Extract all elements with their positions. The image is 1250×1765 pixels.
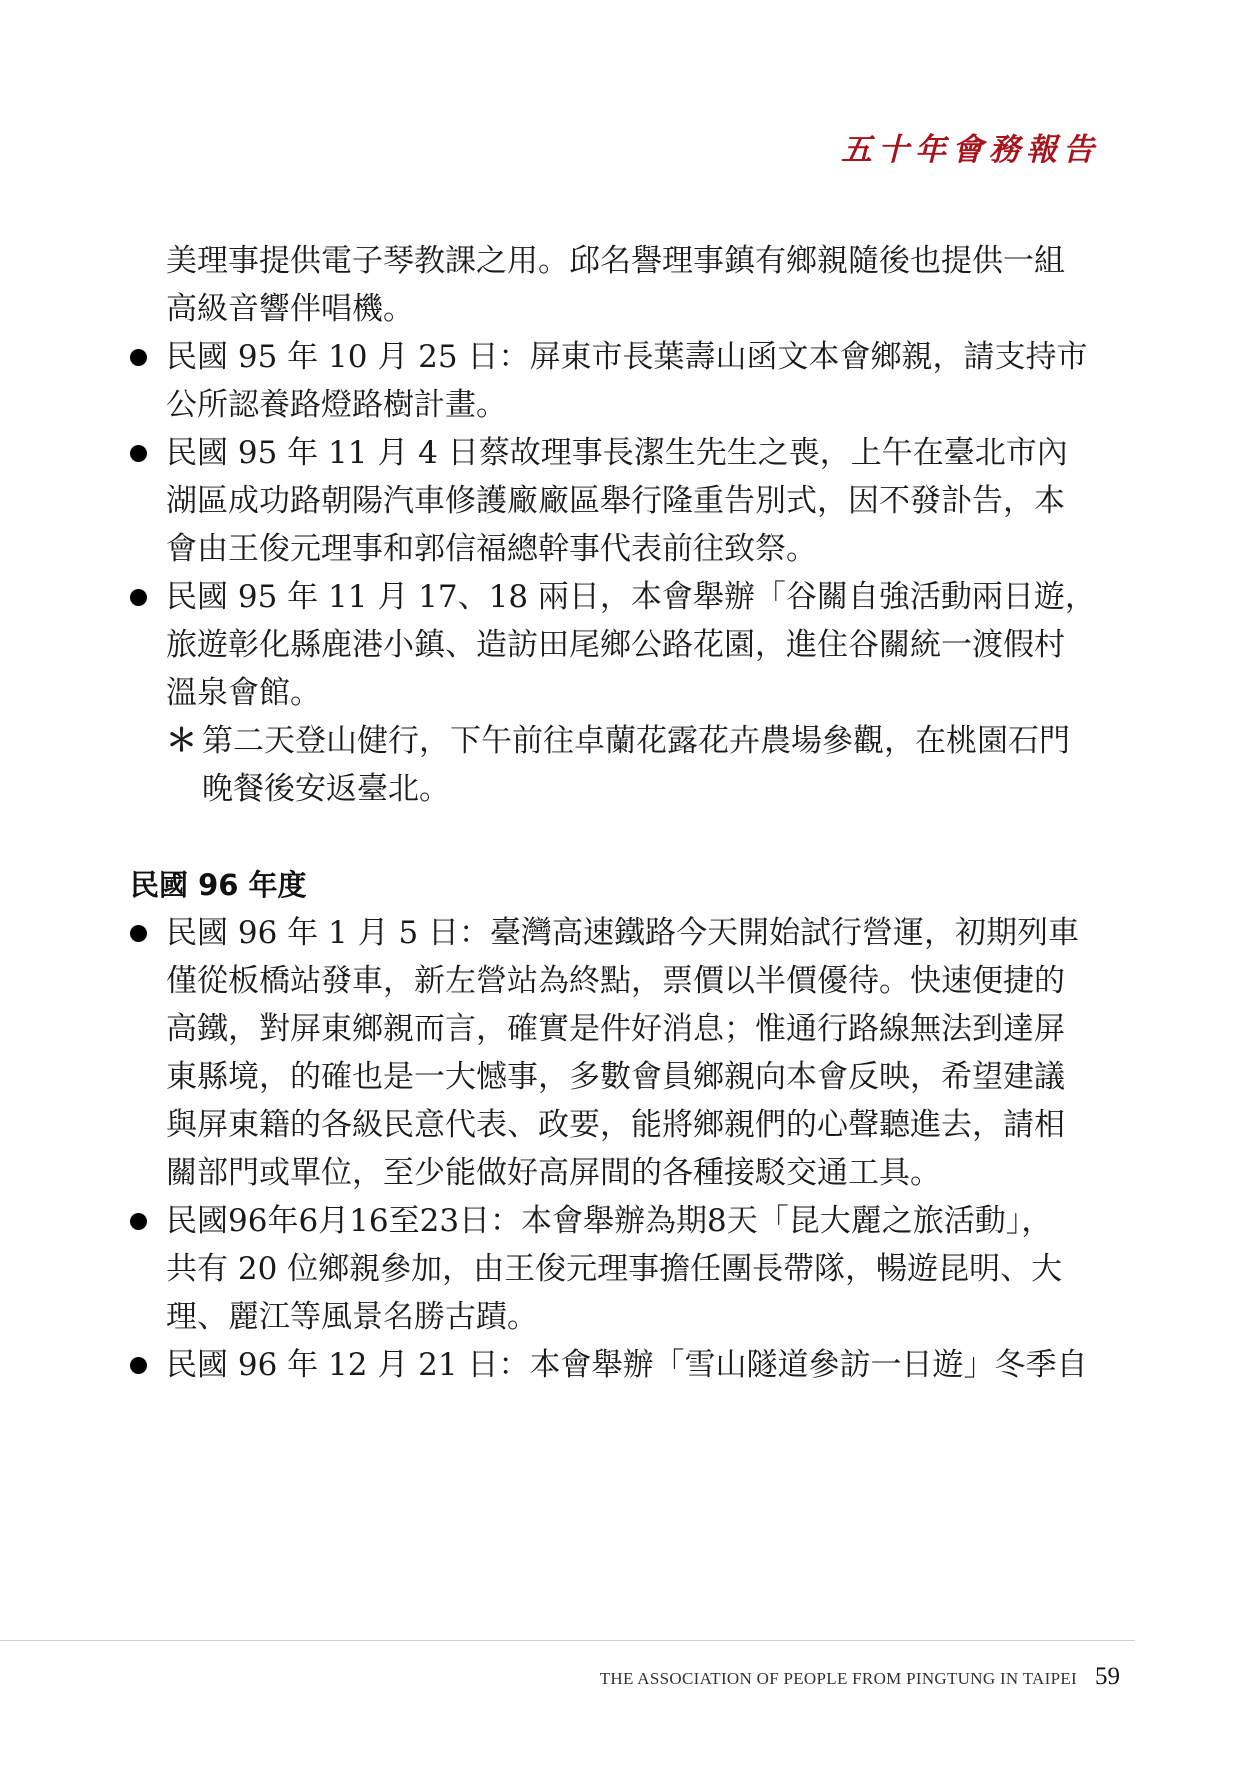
list-item-line: 民國96年6月16至23日：本會舉辦為期8天「昆大麗之旅活動」， <box>166 1203 1053 1239</box>
text-line: 高級音響伴唱機。 <box>166 291 414 327</box>
bullet-icon <box>130 589 147 606</box>
bullet-icon <box>130 925 147 942</box>
note-line: 晚餐後安返臺北。 <box>202 771 450 807</box>
list-item-line: 民國 96 年 12 月 21 日：本會舉辦「雪山隧道參訪一日遊」冬季自 <box>166 1347 1088 1383</box>
footer-association: THE ASSOCIATION OF PEOPLE FROM PINGTUNG IN TAIPEI <box>599 1669 1077 1688</box>
list-item-line: 與屏東籍的各級民意代表、政要，能將鄉親們的心聲聽進去，請相 <box>166 1107 1065 1143</box>
bullet-icon <box>130 349 147 366</box>
page-number: 59 <box>1095 1663 1120 1690</box>
footer-divider <box>0 1640 1135 1641</box>
list-item-line: 旅遊彰化縣鹿港小鎮、造訪田尾鄉公路花園，進住谷關統一渡假村 <box>166 627 1065 663</box>
list-item-line: 共有 20 位鄉親參加，由王俊元理事擔任團長帶隊，暢遊昆明、大 <box>166 1251 1063 1287</box>
list-item-line: 東縣境，的確也是一大憾事，多數會員鄉親向本會反映，希望建議 <box>166 1059 1065 1095</box>
note-line <box>166 715 1070 767</box>
running-title: 五十年會務報告 <box>841 132 1100 168</box>
list-item-line: 會由王俊元理事和郭信福總幹事代表前往致祭。 <box>166 531 817 567</box>
list-item-line: 公所認養路燈路樹計畫。 <box>166 387 507 423</box>
list-item-line: 高鐵，對屏東鄉親而言，確實是件好消息；惟通行路線無法到達屏 <box>166 1011 1065 1047</box>
list-item-line: 民國 96 年 1 月 5 日：臺灣高速鐵路今天開始試行營運，初期列車 <box>166 915 1080 951</box>
asterisk-icon: ＊ <box>166 723 197 759</box>
bullet-icon <box>130 1213 147 1230</box>
section-heading: 民國 96 年度 <box>130 868 307 902</box>
list-item-line: 民國 95 年 10 月 25 日：屏東市長葉壽山函文本會鄉親，請支持市 <box>166 339 1088 375</box>
list-item-line: 理、麗江等風景名勝古蹟。 <box>166 1299 538 1335</box>
list-item-line: 溫泉會館。 <box>166 675 321 711</box>
list-item-line: 僅從板橋站發車，新左營站為終點，票價以半價優待。快速便捷的 <box>166 963 1065 999</box>
text-line: 美理事提供電子琴教課之用。邱名譽理事鎮有鄉親隨後也提供一組 <box>166 243 1065 279</box>
list-item-line: 關部門或單位，至少能做好高屏間的各種接駁交通工具。 <box>166 1155 941 1191</box>
list-item-line: 民國 95 年 11 月 4 日蔡故理事長潔生先生之喪，上午在臺北市內 <box>166 435 1068 471</box>
bullet-icon <box>130 1357 147 1374</box>
list-item-line: 民國 95 年 11 月 17、18 兩日，本會舉辦「谷關自強活動兩日遊， <box>166 579 1096 615</box>
bullet-icon <box>130 445 147 462</box>
note-text: 第二天登山健行，下午前往卓蘭花露花卉農場參觀，在桃園石門 <box>202 723 1070 759</box>
page-footer <box>600 1660 1120 1694</box>
list-item-line: 湖區成功路朝陽汽車修護廠廠區舉行隆重告別式，因不發訃告，本 <box>166 483 1065 519</box>
